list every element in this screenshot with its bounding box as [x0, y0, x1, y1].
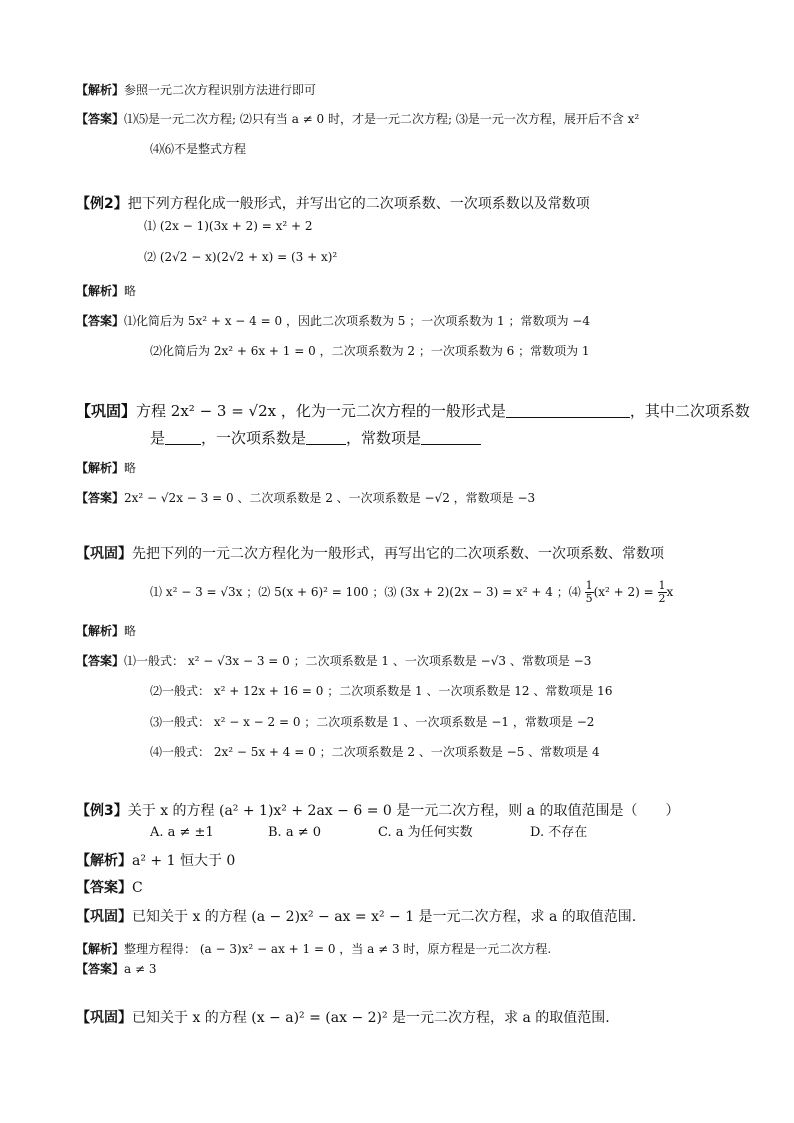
question-text: 已知关于 x 的方程 (a − 2)x² − ax = x² − 1 是一元二次方程，求 a 的取值范围.	[132, 909, 637, 925]
answer-text: ⑴化简后为 5x² + x − 4 = 0 ，因此二次项系数为 5 ；一次项系数为 1 ；常数项为 −4	[124, 314, 590, 328]
c1-question-line1	[76, 402, 750, 420]
question-text: 把下列方程化成一般形式，并写出它的二次项系数、一次项系数以及常数项	[127, 196, 590, 212]
ex1-analysis-line	[76, 83, 316, 97]
ex2-answer-line2: ⑵化简后为 2x² + 6x + 1 = 0 ，二次项系数为 2 ；一次项系数为 6 ；常数项为 1	[150, 344, 590, 358]
ex1-answer-line	[76, 112, 639, 126]
answer-tag: 【答案】	[76, 654, 125, 668]
question-text-2: ，其中二次项系数	[629, 402, 750, 420]
answer-text: 2x² − √2x − 3 = 0 、二次项系数是 2 、一次项系数是 −√2 ，常数项是 −3	[124, 491, 536, 505]
c2-answer-line2: ⑵一般式： x² + 12x + 16 = 0 ；二次项系数是 1 、一次项系数是 12 、常数项是 16	[150, 684, 613, 698]
answer-text: ⑴⑸是一元二次方程; ⑵只有当 a ≠ 0 时，才是一元二次方程; ⑶是一元一次方程，展开后不含 x²	[124, 112, 640, 126]
analysis-text: 略	[124, 284, 137, 298]
ex2-eq1: ⑴ (2x − 1)(3x + 2) = x² + 2	[144, 219, 313, 233]
answer-text: ⑴一般式： x² − √3x − 3 = 0 ；二次项系数是 1 、一次项系数是 −√3 、常数项是 −3	[124, 654, 592, 668]
answer-blank[interactable]	[306, 430, 346, 445]
question-text: 已知关于 x 的方程 (x − a)² = (ax − 2)² 是一元二次方程，求 a 的取值范围.	[132, 1010, 610, 1026]
question-text: 先把下列的一元二次方程化为一般形式，再写出它的二次项系数、一次项系数、常数项	[132, 546, 664, 562]
analysis-tag: 【解析】	[76, 624, 125, 638]
c1-answer-line	[76, 491, 535, 505]
analysis-tag: 【解析】	[76, 461, 125, 475]
ex2-analysis-line	[76, 284, 136, 298]
c1-question-line2	[150, 429, 481, 447]
answer-tag: 【答案】	[76, 962, 125, 976]
answer-blank[interactable]	[165, 430, 201, 445]
answer-tag: 【答案】	[76, 880, 132, 896]
ex3-analysis-line	[76, 853, 235, 870]
c3-analysis-line	[76, 942, 551, 956]
question-text: 关于 x 的方程 (a² + 1)x² + 2ax − 6 = 0 是一元二次方程，则 a 的取值范围是（ ）	[127, 803, 680, 819]
fraction-one-fifth	[585, 580, 594, 605]
ex3-option-a[interactable]: A. a ≠ ±1	[150, 825, 214, 840]
answer-tag: 【答案】	[76, 112, 125, 126]
analysis-tag: 【解析】	[76, 284, 125, 298]
ex1-answer-line2: ⑷⑹不是整式方程	[150, 142, 247, 156]
question-text-4: ，一次项系数是	[201, 429, 307, 447]
consolidation-tag: 【巩固】	[76, 1010, 132, 1026]
fraction-denominator: 5	[585, 592, 593, 606]
fraction-denominator: 2	[658, 592, 666, 606]
c4-question	[76, 1010, 610, 1027]
consolidation-tag: 【巩固】	[76, 402, 137, 420]
ex2-eq2: ⑵ (2√2 − x)(2√2 + x) = (3 + x)²	[144, 250, 338, 264]
equations-text: ⑴ x² − 3 = √3x ；⑵ 5(x + 6)² = 100 ；⑶ (3x + 2)(2x − 3) = x² + 4 ；⑷	[150, 585, 585, 600]
equation-mid: (x² + 2) =	[593, 585, 658, 600]
equation-end: x	[666, 585, 674, 600]
ex2-answer-line	[76, 314, 590, 328]
c1-analysis-line	[76, 461, 136, 475]
analysis-text: 略	[124, 461, 137, 475]
analysis-tag: 【解析】	[76, 853, 132, 869]
ex3-option-c[interactable]: C. a 为任何实数	[378, 825, 473, 840]
example-tag: 【例3】	[76, 803, 128, 819]
question-text-5: ，常数项是	[346, 429, 422, 447]
c2-equations	[150, 580, 673, 605]
analysis-tag: 【解析】	[76, 942, 125, 956]
c2-analysis-line	[76, 624, 136, 638]
answer-blank[interactable]	[421, 430, 481, 445]
fraction-one-half	[658, 580, 667, 605]
ex3-option-b[interactable]: B. a ≠ 0	[268, 825, 321, 840]
analysis-tag: 【解析】	[76, 83, 125, 97]
analysis-text: 参照一元二次方程识别方法进行即可	[124, 83, 317, 97]
c2-answer-line3: ⑶一般式： x² − x − 2 = 0 ；二次项系数是 1 、一次项系数是 −1 ，常数项是 −2	[150, 715, 595, 729]
ex2-question	[76, 196, 590, 213]
ex3-question	[76, 803, 679, 820]
answer-tag: 【答案】	[76, 491, 125, 505]
answer-text: C	[132, 880, 143, 896]
ex3-option-d[interactable]: D. 不存在	[530, 825, 588, 840]
c2-question	[76, 546, 664, 563]
analysis-text: a² + 1 恒大于 0	[132, 853, 236, 869]
consolidation-tag: 【巩固】	[76, 909, 132, 925]
answer-text: a ≠ 3	[124, 962, 157, 976]
answer-blank[interactable]	[506, 403, 630, 418]
c2-answer-line1	[76, 654, 591, 668]
analysis-text: 略	[124, 624, 137, 638]
c2-answer-line4: ⑷一般式： 2x² − 5x + 4 = 0 ；二次项系数是 2 、一次项系数是 −5 、常数项是 4	[150, 745, 600, 759]
fraction-numerator: 1	[585, 579, 593, 592]
question-text: 方程 2x² − 3 = √2x ，化为一元二次方程的一般形式是	[136, 402, 506, 420]
fraction-numerator: 1	[658, 579, 666, 592]
answer-tag: 【答案】	[76, 314, 125, 328]
ex3-answer-line	[76, 880, 143, 897]
c3-question	[76, 909, 636, 926]
question-text-3: 是	[150, 429, 166, 447]
analysis-text: 整理方程得： (a − 3)x² − ax + 1 = 0 ，当 a ≠ 3 时，原方程是一元二次方程.	[124, 942, 552, 956]
example-tag: 【例2】	[76, 196, 128, 212]
c3-answer-line	[76, 962, 157, 976]
consolidation-tag: 【巩固】	[76, 546, 132, 562]
